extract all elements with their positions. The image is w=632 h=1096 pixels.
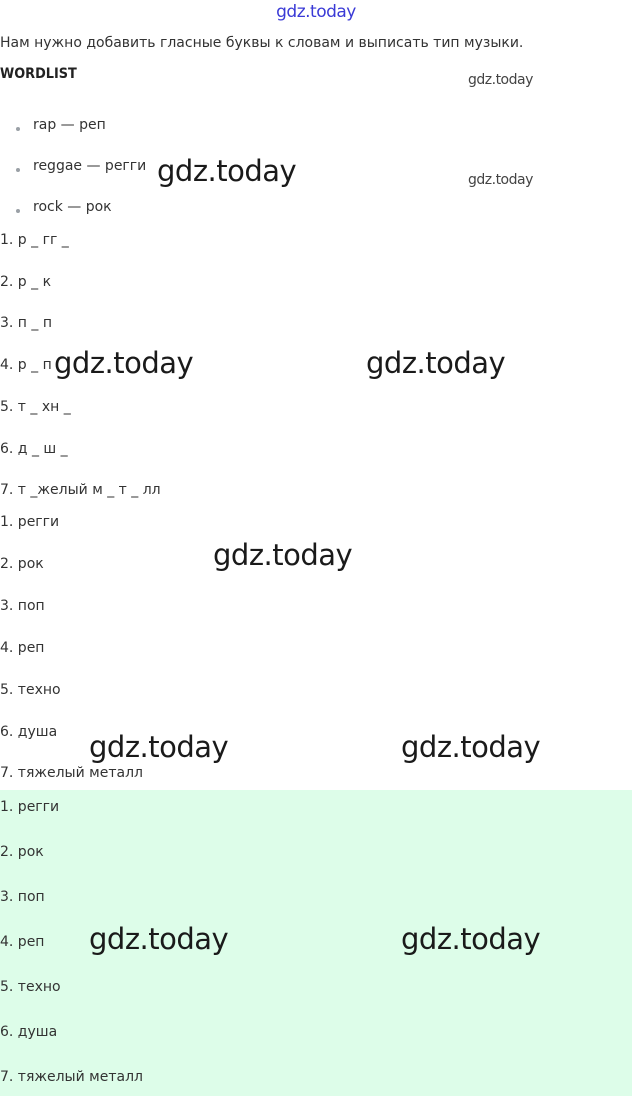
wordlist-title: WORDLIST — [0, 66, 77, 82]
highlighted-answer-line: 7. тяжелый металл — [0, 1069, 143, 1085]
watermark: gdz.today — [468, 72, 533, 88]
exercise-line: 5. т _ хн _ — [0, 399, 71, 415]
watermark: gdz.today — [401, 730, 541, 764]
highlighted-answer-line: 1. регги — [0, 799, 60, 815]
wordlist-item: rap — реп — [33, 117, 106, 133]
site-logo[interactable]: gdz.today — [276, 2, 356, 22]
answer-line: 3. поп — [0, 598, 45, 614]
watermark: gdz.today — [401, 922, 541, 956]
highlighted-answer-line: 3. поп — [0, 889, 45, 905]
exercise-line: 6. д _ ш _ — [0, 441, 68, 457]
exercise-line: 4. р _ п — [0, 357, 52, 373]
exercise-line: 3. п _ п — [0, 315, 53, 331]
highlighted-answer-line: 4. реп — [0, 934, 45, 950]
highlighted-answer-line: 6. душа — [0, 1024, 58, 1040]
watermark: gdz.today — [89, 922, 229, 956]
watermark: gdz.today — [468, 172, 533, 188]
highlighted-answer-line: 2. рок — [0, 844, 44, 860]
watermark: gdz.today — [213, 538, 353, 572]
watermark: gdz.today — [157, 154, 297, 188]
watermark: gdz.today — [54, 346, 194, 380]
bullet-icon — [16, 168, 20, 172]
bullet-icon — [16, 127, 20, 131]
answer-line: 2. рок — [0, 556, 44, 572]
exercise-line: 2. р _ к — [0, 274, 52, 290]
task-description: Нам нужно добавить гласные буквы к словам и выписать тип музыки. — [0, 35, 524, 51]
answer-line: 5. техно — [0, 682, 61, 698]
exercise-line: 1. р _ гг _ — [0, 232, 69, 248]
wordlist-item: rock — рок — [33, 199, 112, 215]
highlighted-answer-line: 5. техно — [0, 979, 61, 995]
bullet-icon — [16, 209, 20, 213]
watermark: gdz.today — [366, 346, 506, 380]
answer-line: 4. реп — [0, 640, 45, 656]
answer-line: 6. душа — [0, 724, 58, 740]
exercise-line: 7. т _желый м _ т _ лл — [0, 482, 161, 498]
answer-line: 7. тяжелый металл — [0, 765, 143, 781]
wordlist-item: reggae — регги — [33, 158, 147, 174]
answer-line: 1. регги — [0, 514, 60, 530]
watermark: gdz.today — [89, 730, 229, 764]
